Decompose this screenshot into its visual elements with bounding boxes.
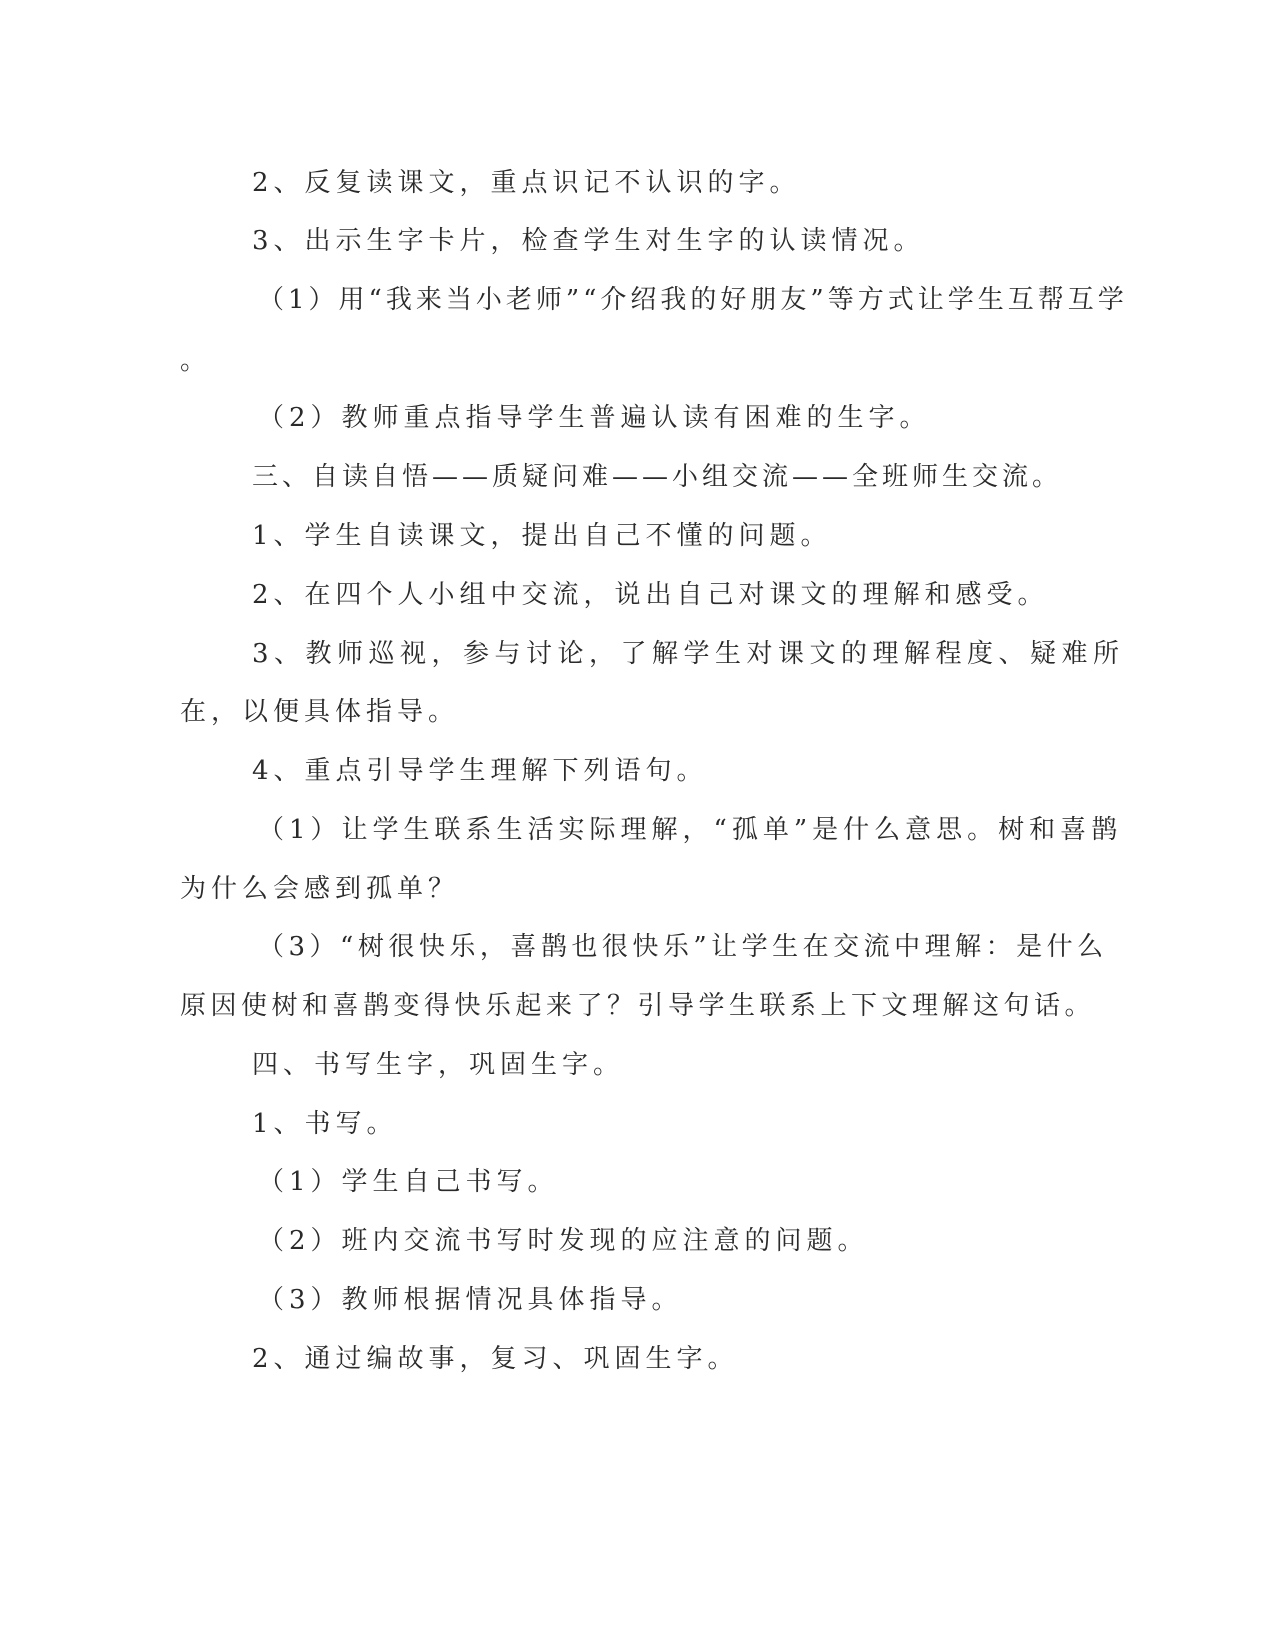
paragraph-step-2-group: 2、在四个人小组中交流，说出自己对课文的理解和感受。 <box>252 580 1049 610</box>
paragraph-step-3-cards: 3、出示生字卡片，检查学生对生字的认读情况。 <box>252 226 925 256</box>
paragraph-sub-3-happy: （3）“树很快乐，喜鹊也很快乐”让学生在交流中理解：是什么 <box>258 932 1108 962</box>
paragraph-sub-1-peer-help: （1）用“我来当小老师”“介绍我的好朋友”等方式让学生互帮互学 <box>258 285 1128 315</box>
paragraph-step-1-writing: 1、书写。 <box>252 1109 398 1139</box>
paragraph-sub-1-self-write: （1）学生自己书写。 <box>258 1167 559 1197</box>
paragraph-sub-2-teacher-guide: （2）教师重点指导学生普遍认读有困难的生字。 <box>258 403 931 433</box>
paragraph-step-2-reread: 2、反复读课文，重点识记不认识的字。 <box>252 168 801 198</box>
paragraph-sub-3-teacher-guide: （3）教师根据情况具体指导。 <box>258 1285 683 1315</box>
paragraph-sub-3-continuation: 原因使树和喜鹊变得快乐起来了？引导学生联系上下文理解这句话。 <box>180 991 1096 1021</box>
paragraph-sub-1-lonely-continuation: 为什么会感到孤单？ <box>180 874 460 904</box>
paragraph-step-4-key-sentences: 4、重点引导学生理解下列语句。 <box>252 756 708 786</box>
section-heading-4: 四、书写生字，巩固生字。 <box>252 1050 625 1080</box>
section-heading-3: 三、自读自悟——质疑问难——小组交流——全班师生交流。 <box>252 462 1063 492</box>
paragraph-step-3-continuation: 在，以便具体指导。 <box>180 697 460 727</box>
paragraph-step-2-stories: 2、通过编故事，复习、巩固生字。 <box>252 1344 739 1374</box>
paragraph-step-1-self-read: 1、学生自读课文，提出自己不懂的问题。 <box>252 521 832 551</box>
paragraph-sub-1-continuation: 。 <box>180 346 212 376</box>
paragraph-sub-2-class-exchange: （2）班内交流书写时发现的应注意的问题。 <box>258 1226 869 1256</box>
paragraph-step-3-patrol: 3、教师巡视，参与讨论，了解学生对课文的理解程度、疑难所 <box>252 639 1125 669</box>
paragraph-sub-1-lonely: （1）让学生联系生活实际理解，“孤单”是什么意思。树和喜鹊 <box>258 815 1123 845</box>
